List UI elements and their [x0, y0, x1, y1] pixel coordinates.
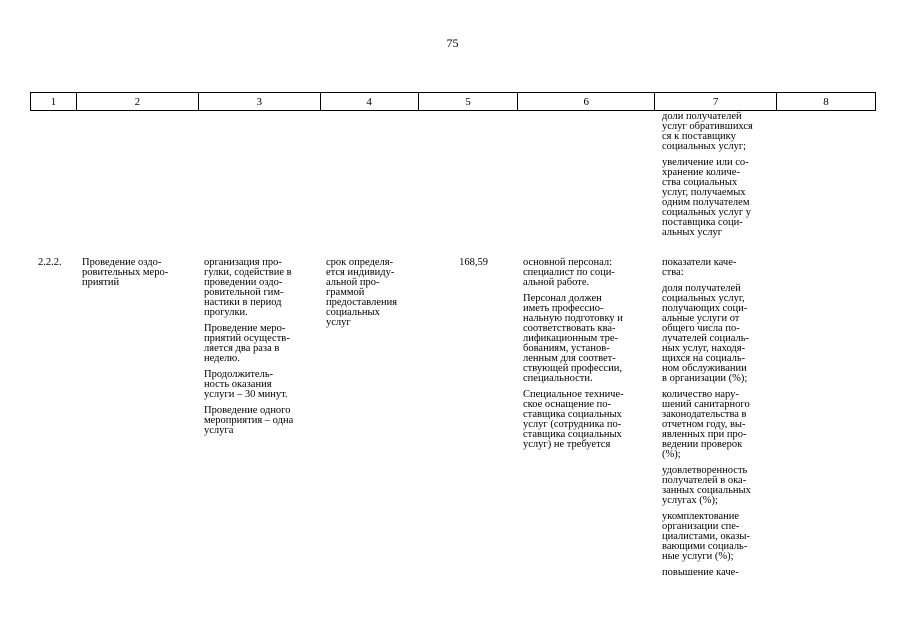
service-price: 168,59 [459, 257, 488, 268]
header-col-2: 2 [76, 93, 198, 111]
indicator-paragraph: доля получателей социальных услуг, получающих соци- альные услуги от общего числа по- лучателей социаль- ных услуг, находя- щихся на социаль- ном обслуживании в организации (%); [662, 283, 749, 384]
header-col-6: 6 [518, 93, 655, 111]
row-number: 2.2.2. [38, 257, 62, 268]
indicator-paragraph: количество нару- шений санитарного законодательства в отчетном году, вы- явленных при про- ведении проверок (%); [662, 389, 750, 460]
service-name: Проведение оздо- ровительных меро- приятий [82, 257, 169, 288]
continuation-col7 [662, 112, 777, 244]
page-number: 75 [446, 36, 459, 50]
service-description [204, 258, 318, 442]
conditions-paragraph: основной персонал: специалист по соци- альной работе. [523, 257, 615, 288]
header-col-1: 1 [31, 93, 77, 111]
indicator-paragraph: укомплектование организации спе- циалистами, оказы- вающими социаль- ные услуги (%); [662, 511, 750, 562]
table-header [30, 92, 876, 111]
indicator-paragraph: показатели каче- ства: [662, 257, 737, 278]
continuation-paragraph: увеличение или со- хранение количе- ства социальных услуг, получаемых одним получателем социальных услуг у поставщика соци- альных услуг [662, 157, 752, 238]
service-conditions [523, 258, 653, 456]
indicator-paragraph: удовлетворенность получателей в ока- занных социальных услугах (%); [662, 465, 751, 506]
conditions-paragraph: Специальное техниче- ское оснащение по- ставщика социальных услуг (сотрудника по- ставщика социальных услуг) не требуется [523, 389, 624, 450]
header-col-5: 5 [418, 93, 518, 111]
header-col-7: 7 [655, 93, 777, 111]
description-paragraph: организация про- гулки, содействие в проведении оздо- ровительной гим- настики в период прогулки. [204, 257, 292, 318]
quality-indicators [662, 258, 777, 584]
header-col-4: 4 [320, 93, 418, 111]
description-paragraph: Проведение меро- приятий осуществ- ляется два раза в неделю. [204, 323, 290, 364]
header-col-3: 3 [198, 93, 320, 111]
description-paragraph: Проведение одного мероприятия – одна услуга [204, 405, 294, 436]
service-term: срок определя- ется индивиду- альной про- граммой предоставления социальных услуг [326, 257, 398, 328]
description-paragraph: Продолжитель- ность оказания услуги – 30 минут. [204, 369, 288, 400]
header-row [31, 93, 876, 111]
conditions-paragraph: Персонал должен иметь профессио- нальную подготовку и соответствовать ква- лификационным тре- бованиям, установ- ленным для соответ- ствующей профессии, специальности. [523, 293, 623, 384]
header-col-8: 8 [777, 93, 876, 111]
indicator-paragraph: повышение каче- [662, 567, 739, 578]
continuation-paragraph: доли получателей услуг обратившихся ся к поставщику социальных услуг; [662, 111, 753, 152]
